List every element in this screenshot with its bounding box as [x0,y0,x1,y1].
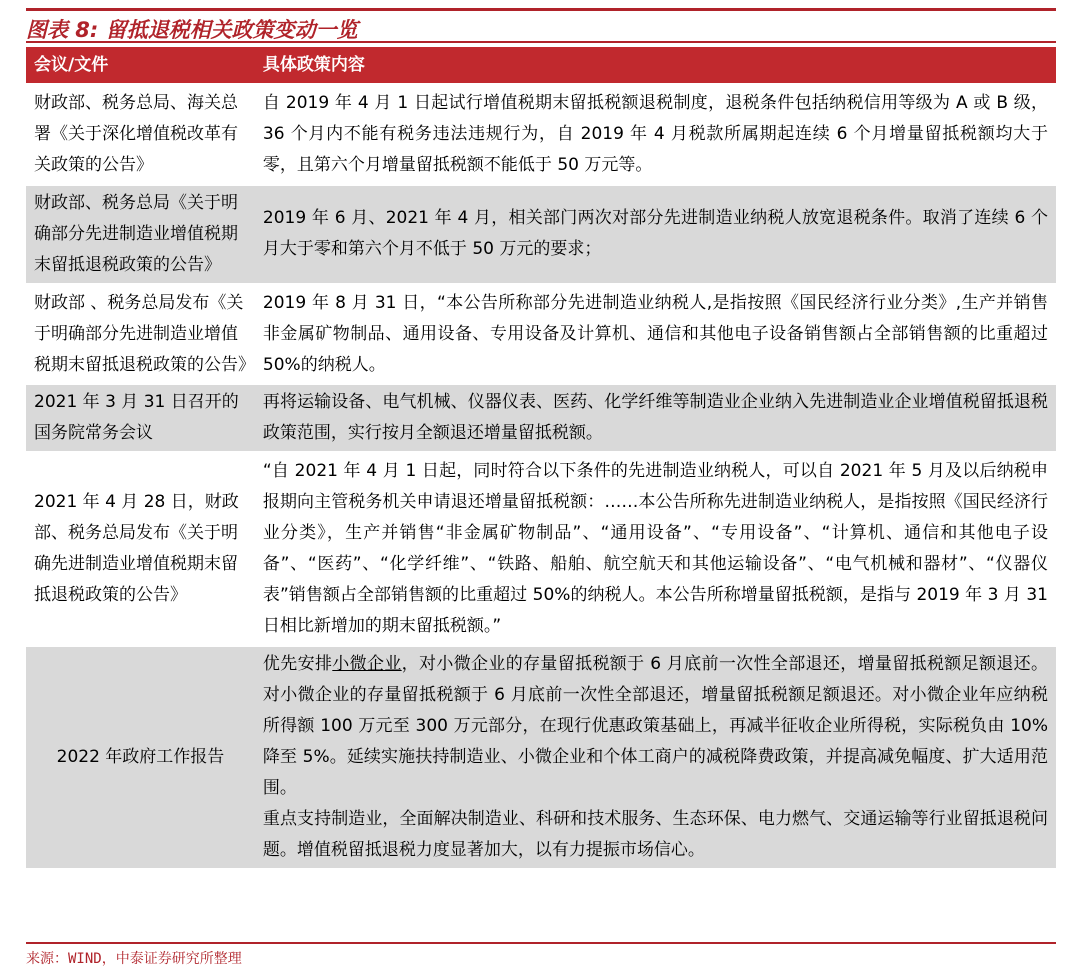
content-rest: ，对小微企业的存量留抵税额于 6 月底前一次性全部退还，增量留抵税额足额退还。对小微企业的存量留抵税额于 6 月底前一次性全部退还，增量留抵税额足额退还。对小微企业年应纳税所得额 100 万元至 300 万元部分，在现行优惠政策基础上，再减半征收企业所得税，实际税负由 10%降至 5%。延续实施扶持制造业、小微企业和个体工商户的减税降费政策，并提高减免幅度、扩大适用范围。 [262,653,1048,798]
row-document: 财政部 、税务总局发布《关于明确部分先进制造业增值税期末留抵退税政策的公告》 [34,292,255,375]
row-content-paragraph [263,649,1048,804]
row-document: 2022 年政府工作报告 [26,647,255,868]
source-note: 来源：WIND，中泰证券研究所整理 [26,951,242,967]
row-content: “自 2021 年 4 月 1 日起，同时符合以下条件的先进制造业纳税人，可以自 2021 年 5 月及以后纳税申报期向主管税务机关申请退还增量留抵税额：……本公告所称先进制造业纳税人，是指按照《国民经济行业分类》，生产并销售“非金属矿物制品”、“通用设备”、“专用设备”、“计算机、通信和其他电子设备”、“医药”、“化学纤维”、“铁路、船舶、航空航天和其他运输设备”、“电气机械和器材”、“仪器仪表”销售额占全部销售额的比重超过 50%的纳税人。本公告所称增量留抵税额，是指与 2019 年 3 月 31 日相比新增加的期末留抵税额。” [262,461,1048,636]
header-policy-content: 具体政策内容 [255,47,1056,83]
row-content: 2019 年 8 月 31 日，“本公告所称部分先进制造业纳税人,是指按照《国民经济行业分类》,生产并销售非金属矿物制品、通用设备、专用设备及计算机、通信和其他电子设备销售额占全部销售额的比重超过 50%的纳税人。 [262,292,1048,375]
table-header-row [26,47,1056,83]
row-document: 财政部、税务总局、海关总署《关于深化增值税改革有关政策的公告》 [34,93,238,175]
policy-table [26,44,1056,871]
row-content: 2019 年 6 月、2021 年 4 月，相关部门两次对部分先进制造业纳税人放宽退税条件。取消了连续 6 个月大于零和第六个月不低于 50 万元的要求； [255,186,1056,283]
table-row [26,454,1056,644]
content-prefix: 优先安排 [262,653,333,674]
row-content: 再将运输设备、电气机械、仪器仪表、医药、化学纤维等制造业企业纳入先进制造业企业增值税留抵退税政策范围，实行按月全额退还增量留抵税额。 [255,385,1056,451]
table-row [26,86,1056,183]
table-row [26,647,1056,868]
row-document: 财政部、税务总局《关于明确部分先进制造业增值税期末留抵退税政策的公告》 [26,186,255,283]
footer-divider [26,942,1056,944]
row-content [255,647,1056,868]
row-content-paragraph-2: 重点支持制造业，全面解决制造业、科研和技术服务、生态环保、电力燃气、交通运输等行业留抵退税问题。增值税留抵退税力度显著加大，以有力提振市场信心。 [262,808,1048,860]
row-document: 2021 年 3 月 31 日召开的国务院常务会议 [26,385,255,451]
header-document: 会议/文件 [26,47,255,83]
table-row [26,385,1056,451]
table-row [26,286,1056,383]
figure-title: 图表 8: 留抵退税相关政策变动一览 [26,18,358,42]
row-content: 自 2019 年 4 月 1 日起试行增值税期末留抵税额退税制度，退税条件包括纳税信用等级为 A 或 B 级，36 个月内不能有税务违法违规行为，自 2019 年 4 月税款所属期起连续 6 个月增量留抵税额均大于零，且第六个月增量留抵税额不能低于 50 万元等。 [262,93,1048,175]
table-row [26,186,1056,283]
underlined-term: 小微企业 [332,653,402,674]
figure-title-bar [26,8,1056,43]
row-document: 2021 年 4 月 28 日，财政部、税务总局发布《关于明确先进制造业增值税期末留抵退税政策的公告》 [34,492,239,606]
